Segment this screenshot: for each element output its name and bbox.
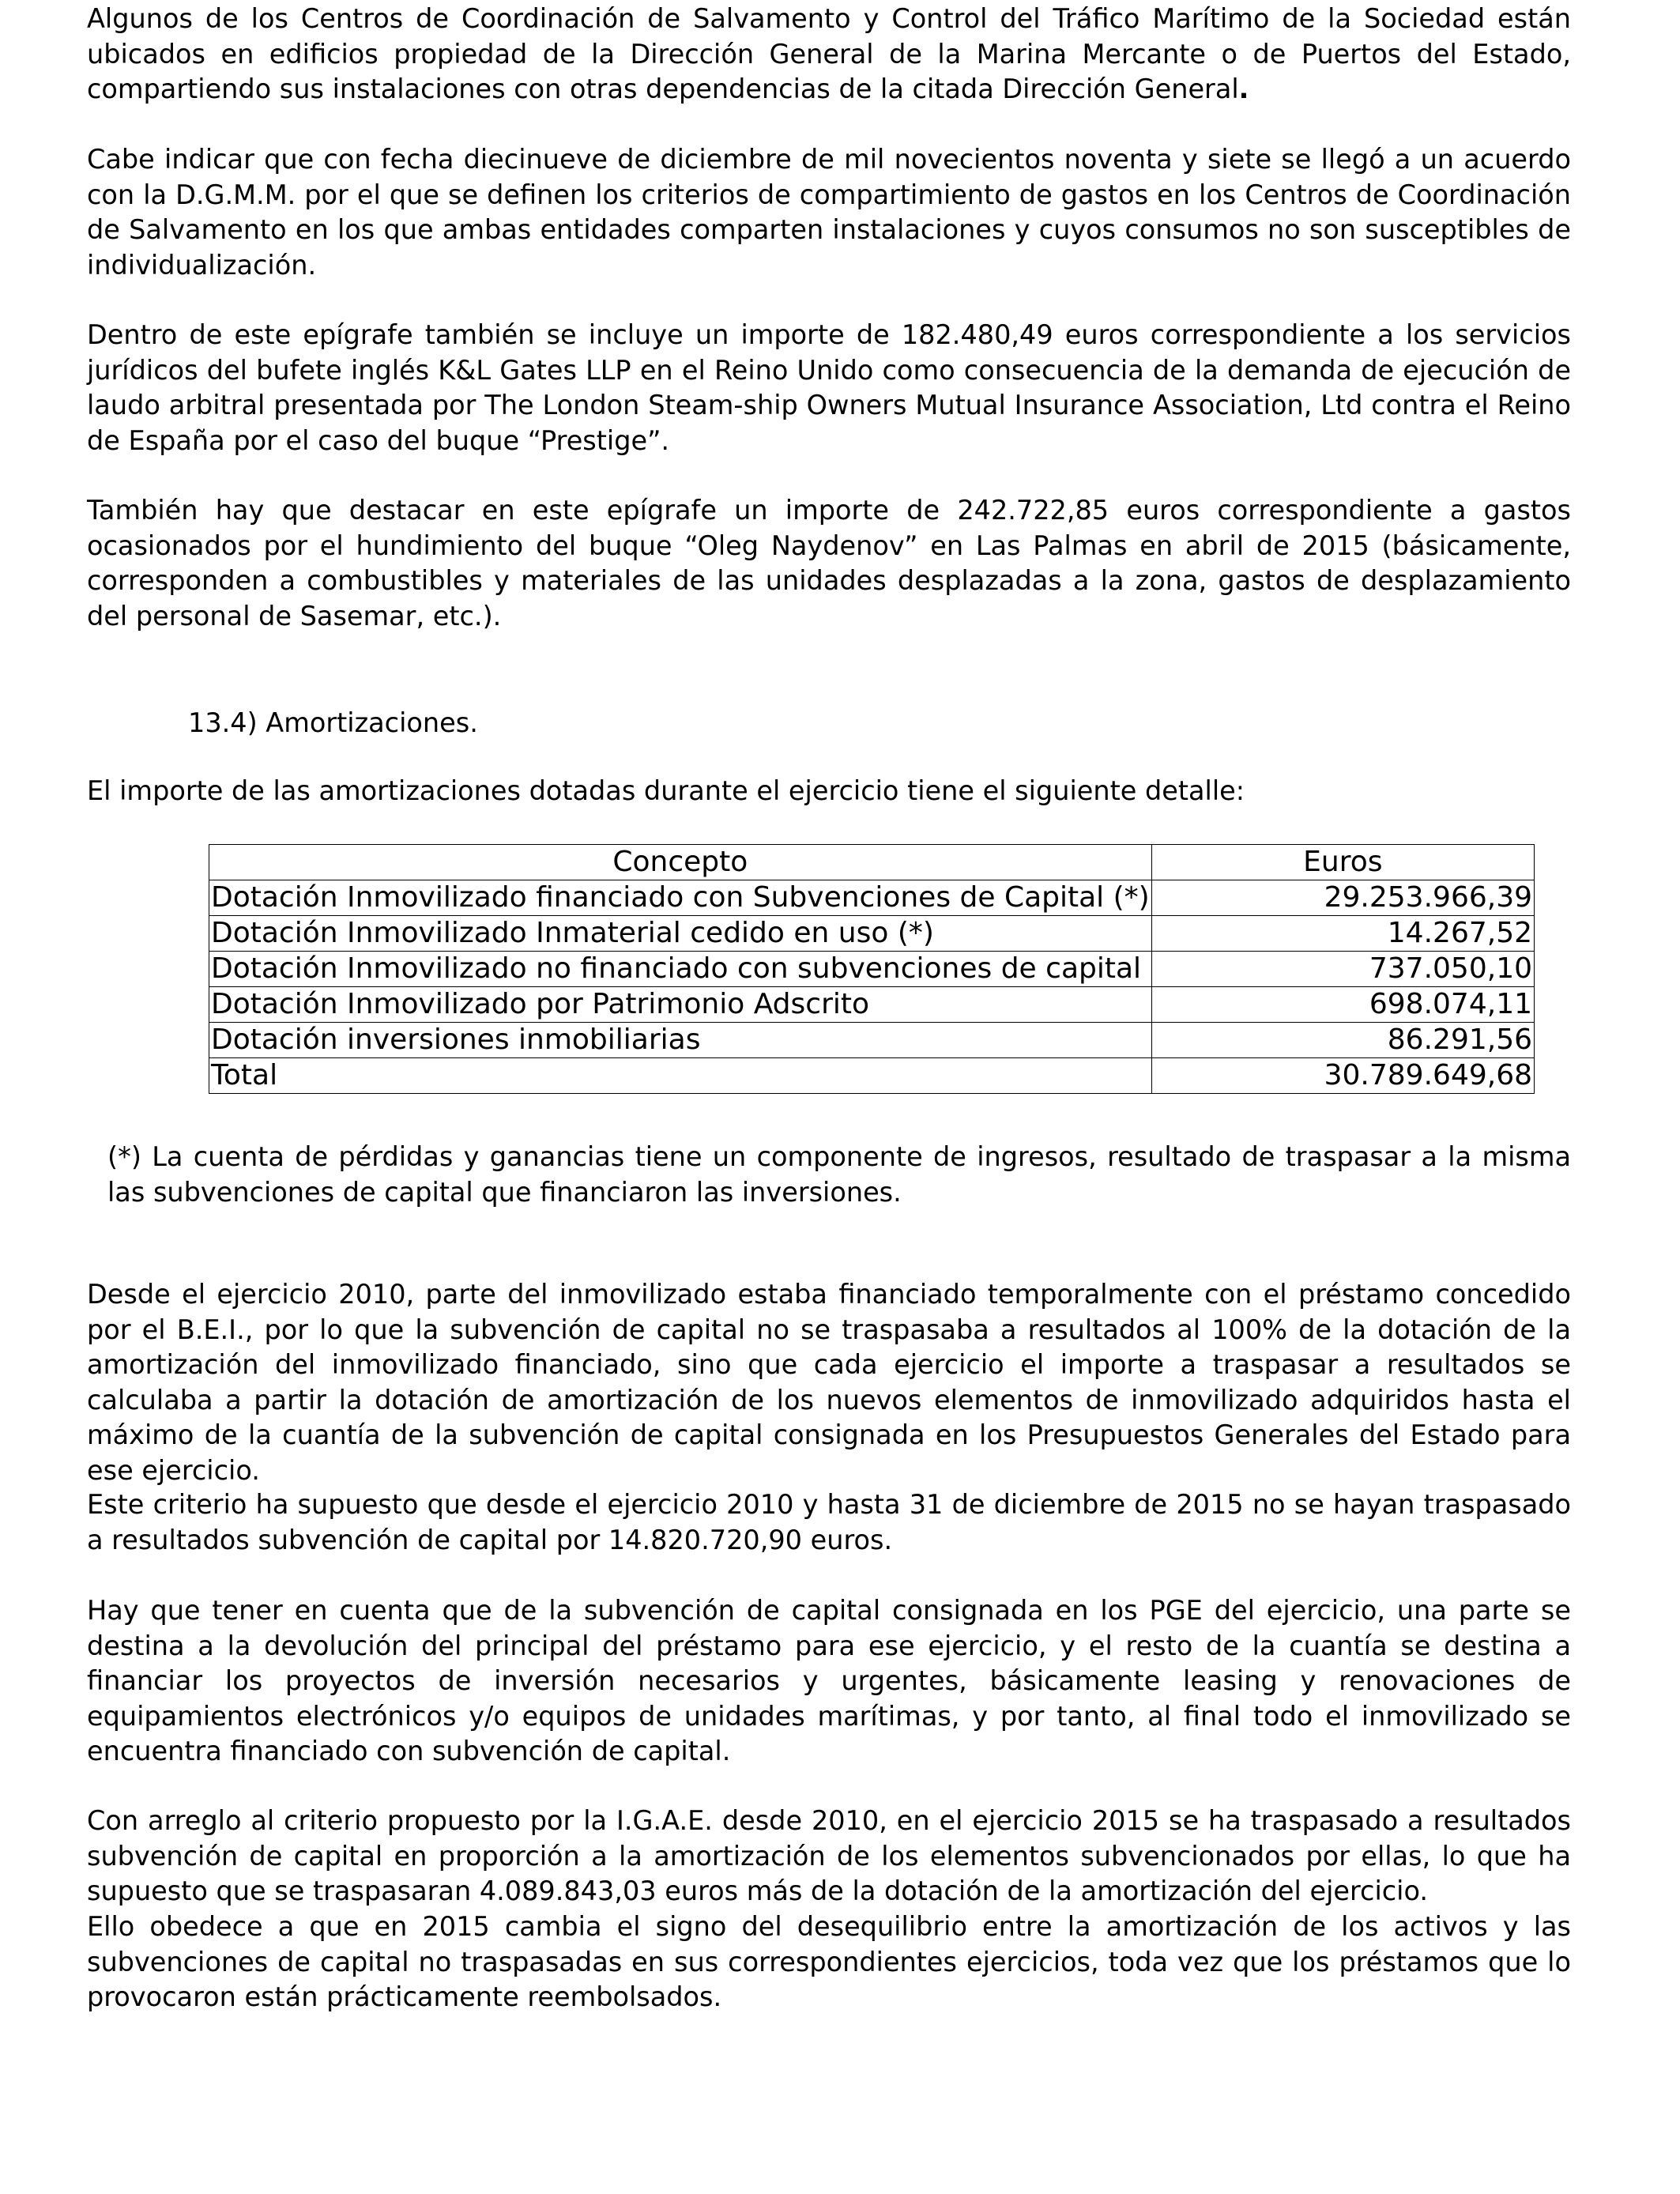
table-row [209,880,1535,916]
concepto-cell: Dotación inversiones inmobiliarias [209,1023,1152,1058]
euros-cell: 86.291,56 [1151,1023,1534,1058]
paragraph-desequilibrio-2015: Ello obedece a que en 2015 cambia el signo del desequilibrio entre la amortización de los activos y las subvenciones de capital no traspasadas en sus correspondientes ejercicios, toda vez que los préstamos que lo provocaron están prácticamente reembolsados. [87,1911,1571,2012]
paragraph-prestamo-bei: Desde el ejercicio 2010, parte del inmovilizado estaba financiado temporalmente con el préstamo concedido por el B.E.I., por lo que la subvención de capital no se traspasaba a resultados al 100% de la dotación de la amortización del inmovilizado financiado, sino que cada ejercicio el importe a traspasar a resultados se calculaba a partir la dotación de amortización de los nuevos elementos de inmovilizado adquiridos hasta el máximo de la cuantía de la subvención de capital consignada en los Presupuestos Generales del Estado para ese ejercicio. [87,1279,1571,1486]
table-header-row [209,845,1535,880]
paragraph-criterio-igae: Con arreglo al criterio propuesto por la I.G.A.E. desde 2010, en el ejercicio 2015 se ha traspasado a resultados subvención de capital en proporción a la amortización de los elementos subvencionados por ellas, lo que ha supuesto que se traspasaran 4.089.843,03 euros más de la dotación de la amortización del ejercicio. [87,1805,1571,1906]
table-footnote: (*) La cuenta de pérdidas y ganancias tiene un componente de ingresos, resultado de traspasar a la misma las subvenciones de capital que financiaron las inversiones. [107,1141,1571,1208]
concepto-cell: Dotación Inmovilizado no financiado con subvenciones de capital [209,952,1152,987]
euros-cell: 698.074,11 [1151,987,1534,1023]
paragraph-acuerdo-dgmm: Cabe indicar que con fecha diecinueve de diciembre de mil novecientos noventa y siete se llegó a un acuerdo con la D.G.M.M. por el que se definen los criterios de compartimiento de gastos en los Centros de Coordinación de Salvamento en los que ambas entidades comparten instalaciones y cuyos consumos no son susceptibles de individualización. [87,144,1571,281]
paragraph-oleg-naydenov: También hay que destacar en este epígrafe un importe de 242.722,85 euros correspondiente a gastos ocasionados por el hundimiento del buque “Oleg Naydenov” en Las Palmas en abril de 2015 (básicamente, corresponden a combustibles y materiales de las unidades desplazadas a la zona, gastos de desplazamiento del personal de Sasemar, etc.). [87,495,1571,631]
euros-cell: 14.267,52 [1151,916,1534,952]
euros-cell: 737.050,10 [1151,952,1534,987]
table-row [209,1023,1535,1058]
table-row [209,916,1535,952]
amortizaciones-table [209,844,1535,1094]
column-header-concepto: Concepto [209,845,1152,880]
paragraph-centros-coordinacion [87,2,1571,107]
paragraph-centros-coordinacion-text: Algunos de los Centros de Coordinación de Salvamento y Control del Tráfico Marítimo de la Sociedad están ubicados en edificios propiedad de la Dirección General de la Marina Mercante o de Puertos del Estado, compartiendo sus instalaciones con otras dependencias de la citada Dirección General [87,3,1571,104]
total-label-cell: Total [209,1058,1152,1094]
paragraph-servicios-juridicos: Dentro de este epígrafe también se incluye un importe de 182.480,49 euros correspondiente a los servicios jurídicos del bufete inglés K&L Gates LLP en el Reino Unido como consecuencia de la demanda de ejecución de laudo arbitral presentada por The London Steam-ship Owners Mutual Insurance Association, Ltd contra el Reino de España por el caso del buque “Prestige”. [87,319,1571,456]
euros-cell: 29.253.966,39 [1151,880,1534,916]
table-total-row [209,1058,1535,1094]
table-row [209,952,1535,987]
paragraph-amortizaciones-intro: El importe de las amortizaciones dotadas durante el ejercicio tiene el siguiente detalle: [87,775,1245,806]
column-header-euros: Euros [1151,845,1534,880]
total-value-cell: 30.789.649,68 [1151,1058,1534,1094]
paragraph-criterio-2010: Este criterio ha supuesto que desde el ejercicio 2010 y hasta 31 de diciembre de 2015 no se hayan traspasado a resultados subvención de capital por 14.820.720,90 euros. [87,1489,1571,1555]
paragraph-end-period: . [1238,74,1249,104]
concepto-cell: Dotación Inmovilizado por Patrimonio Adscrito [209,987,1152,1023]
concepto-cell: Dotación Inmovilizado Inmaterial cedido en uso (*) [209,916,1152,952]
amortizaciones-table-container [209,844,1535,1094]
table-row [209,987,1535,1023]
paragraph-subvencion-pge: Hay que tener en cuenta que de la subvención de capital consignada en los PGE del ejercicio, una parte se destina a la devolución del principal del préstamo para ese ejercicio, y el resto de la cuantía se destina a financiar los proyectos de inversión necesarios y urgentes, básicamente leasing y renovaciones de equipamientos electrónicos y/o equipos de unidades marítimas, y por tanto, al final todo el inmovilizado se encuentra financiado con subvención de capital. [87,1595,1571,1766]
concepto-cell: Dotación Inmovilizado financiado con Subvenciones de Capital (*) [209,880,1152,916]
section-heading-amortizaciones: 13.4) Amortizaciones. [188,707,478,738]
